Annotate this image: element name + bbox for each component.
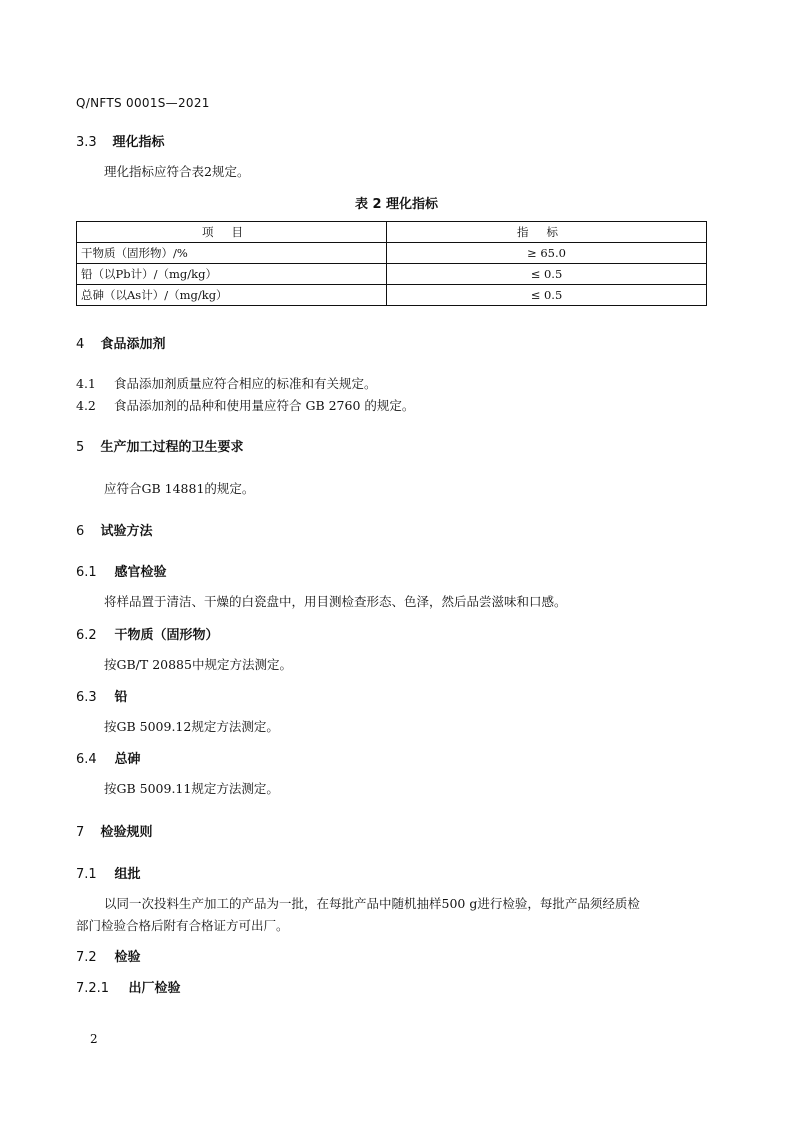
section-6-1-heading — [76, 561, 167, 580]
section-6-4-text: 按GB 5009.11规定方法测定。 — [104, 781, 279, 796]
section-number: 6.3 — [76, 690, 97, 705]
section-7-1-heading — [76, 863, 141, 882]
table-cell-value: ≤ 0.5 — [387, 285, 707, 306]
section-title: 食品添加剂 — [100, 337, 166, 352]
section-number: 4 — [76, 337, 85, 352]
section-title: 组批 — [114, 867, 141, 882]
section-number: 6.2 — [76, 628, 97, 643]
spec-table — [76, 221, 707, 306]
section-6-heading — [76, 520, 153, 539]
section-6-1-text: 将样品置于清洁、干燥的白瓷盘中，用目测检查形态、色泽，然后品尝滋味和口感。 — [104, 594, 567, 609]
section-5-text: 应符合GB 14881的规定。 — [104, 481, 255, 496]
table-cell-item: 总砷（以As计）/（mg/kg） — [77, 285, 387, 306]
table-cell-value: ≤ 0.5 — [387, 264, 707, 285]
section-title: 感官检验 — [114, 565, 167, 580]
section-6-2-text: 按GB/T 20885中规定方法测定。 — [104, 657, 292, 672]
section-number: 4.2 — [76, 398, 96, 413]
section-5-heading — [76, 436, 244, 455]
section-number: 7.1 — [76, 867, 97, 882]
section-title: 铅 — [114, 690, 128, 705]
section-title: 总砷 — [114, 752, 141, 767]
document-code: Q/NFTS 0001S—2021 — [76, 96, 210, 110]
section-number: 4.1 — [76, 376, 96, 391]
section-text: 食品添加剂质量应符合相应的标准和有关规定。 — [113, 376, 377, 391]
section-7-heading — [76, 821, 153, 840]
section-title: 检验规则 — [100, 825, 153, 840]
section-6-3-heading — [76, 686, 128, 705]
table-row — [77, 285, 707, 306]
section-number: 3.3 — [76, 135, 97, 150]
section-title: 生产加工过程的卫生要求 — [100, 440, 244, 455]
section-7-1-text-line2: 部门检验合格后附有合格证方可出厂。 — [76, 918, 289, 933]
section-number: 7.2.1 — [76, 981, 110, 996]
table-cell-value: ≥ 65.0 — [387, 243, 707, 264]
table-row — [77, 264, 707, 285]
table-header-item: 项目 — [77, 222, 387, 243]
section-7-2-heading — [76, 946, 141, 965]
table-header-row — [77, 222, 707, 243]
section-title: 检验 — [114, 950, 141, 965]
table-cell-item: 铅（以Pb计）/（mg/kg） — [77, 264, 387, 285]
table-cell-item: 干物质（固形物）/% — [77, 243, 387, 264]
section-4-heading — [76, 333, 166, 352]
table-row — [77, 243, 707, 264]
section-6-3-text: 按GB 5009.12规定方法测定。 — [104, 719, 279, 734]
section-title: 出厂检验 — [128, 981, 181, 996]
section-4-2 — [76, 396, 414, 414]
section-number: 6.4 — [76, 752, 97, 767]
section-7-1-text-line1: 以同一次投料生产加工的产品为一批，在每批产品中随机抽样500 g进行检验，每批产品须经质检 — [104, 896, 640, 911]
section-number: 6 — [76, 524, 85, 539]
section-number: 7 — [76, 825, 85, 840]
section-3-3-heading — [76, 131, 165, 150]
section-title: 试验方法 — [100, 524, 153, 539]
section-title: 干物质（固形物） — [114, 628, 219, 643]
section-6-2-heading — [76, 624, 219, 643]
section-number: 5 — [76, 440, 85, 455]
section-6-4-heading — [76, 748, 141, 767]
section-number: 7.2 — [76, 950, 97, 965]
section-4-1 — [76, 374, 377, 392]
section-number: 6.1 — [76, 565, 97, 580]
section-3-3-text: 理化指标应符合表2规定。 — [104, 164, 250, 179]
section-7-2-1-heading — [76, 977, 181, 996]
table-header-value: 指标 — [387, 222, 707, 243]
section-text: 食品添加剂的品种和使用量应符合 GB 2760 的规定。 — [113, 398, 415, 413]
page-number: 2 — [90, 1032, 98, 1046]
table-caption: 表 2 理化指标 — [354, 197, 439, 212]
section-title: 理化指标 — [112, 135, 165, 150]
